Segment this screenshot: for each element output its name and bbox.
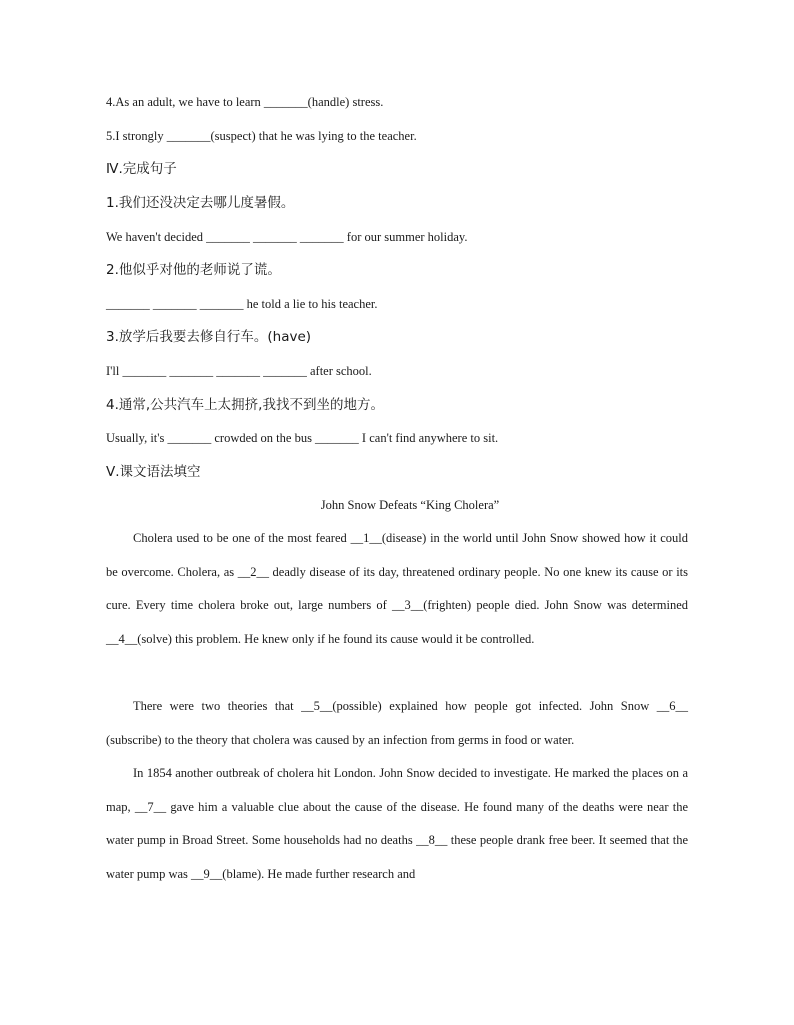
exercise-line-5: 5.I strongly _______(suspect) that he was lying to the teacher. [106, 129, 417, 143]
passage-paragraph-1: Cholera used to be one of the most feared __1__(disease) in the world until John Snow showed how it could be overcome. Cholera, as __2__ deadly disease of its day, threatened ordinary people. No one knew its cause or its cure. Every time cholera broke out, large numbers of __3__(frighten) people died. John Snow was determined __4__(solve) this problem. He knew only if he found its cause would it be controlled. [106, 531, 688, 646]
sentence-4-english: Usually, it's _______ crowded on the bus _______ I can't find anywhere to sit. [106, 431, 499, 445]
passage-paragraph-2: There were two theories that __5__(possible) explained how people got infected. John Snow __6__ (subscribe) to the theory that cholera was caused by an infection from germs in food or water. [106, 699, 688, 747]
sentence-3-english: I'll _______ _______ _______ _______ after school. [106, 364, 372, 378]
sentence-1-chinese: 1.我们还没决定去哪儿度暑假。 [106, 195, 295, 211]
sentence-2-chinese: 2.他似乎对他的老师说了谎。 [106, 262, 281, 278]
exercise-line-4: 4.As an adult, we have to learn _______(handle) stress. [106, 95, 384, 109]
sentence-1-english: We haven't decided _______ _______ _______ for our summer holiday. [106, 230, 468, 244]
passage-title: John Snow Defeats “King Cholera” [320, 498, 500, 512]
section-4-heading: Ⅳ.完成句子 [106, 161, 177, 177]
sentence-2-english: _______ _______ _______ he told a lie to his teacher. [106, 297, 378, 311]
section-5-heading: Ⅴ.课文语法填空 [106, 464, 201, 480]
passage-paragraph-3: In 1854 another outbreak of cholera hit London. John Snow decided to investigate. He marked the places on a map, __7__ gave him a valuable clue about the cause of the disease. He found many of the deaths were near the water pump in Broad Street. Some households had no deaths __8__ these people drank free beer. It seemed that the water pump was __9__(blame). He made further research and [106, 766, 688, 881]
sentence-4-chinese: 4.通常,公共汽车上太拥挤,我找不到坐的地方。 [106, 397, 384, 413]
sentence-3-chinese: 3.放学后我要去修自行车。(have) [106, 329, 312, 345]
